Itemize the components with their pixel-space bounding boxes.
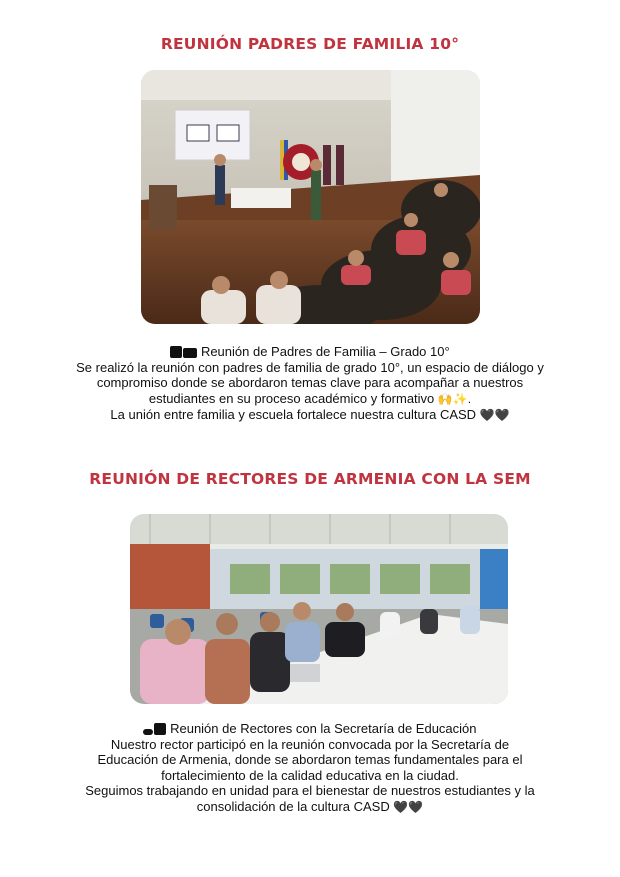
caption-rectores-line4: Seguimos trabajando en unidad para el bienestar de nuestros estudiantes y la [85, 783, 535, 798]
caption-padres-line1: Se realizó la reunión con padres de familia de grado 10°, un espacio de diálogo y [76, 359, 544, 375]
black-hearts-icon: 🖤🖤 [479, 408, 510, 422]
school-emoji-icon [154, 723, 166, 735]
handshake-emoji-icon [143, 729, 153, 735]
section-title-rectores: REUNIÓN DE RECTORES DE ARMENIA CON LA SEM [89, 470, 531, 488]
caption-rectores-line5: consolidación de la cultura CASD [196, 798, 390, 814]
section-title-padres: REUNIÓN PADRES DE FAMILIA 10° [160, 35, 460, 53]
caption-padres-heading: Reunión de Padres de Familia – Grado 10° [200, 344, 450, 359]
caption-padres-line3: estudiantes en su proceso académico y formativo [148, 390, 435, 406]
caption-padres-line4: La unión entre familia y escuela fortalece nuestra cultura CASD [110, 407, 477, 422]
raised-hands-sparkles-icon: 🙌✨. [437, 391, 472, 406]
family-emoji-icon [170, 346, 182, 358]
caption-rectores-line3: fortalecimiento de la calidad educativa en la ciudad. [161, 767, 459, 783]
caption-padres-line2: compromiso donde se abordaron temas clave para acompañar a nuestros [96, 375, 524, 390]
black-hearts-icon: 🖤🖤 [393, 799, 424, 814]
caption-rectores-heading: Reunión de Rectores con la Secretaría de Educación [170, 721, 477, 736]
caption-rectores [40, 721, 580, 815]
rectors-meeting-photo [130, 514, 508, 704]
family-emoji-icon-2 [183, 348, 197, 358]
auditorium-meeting-photo [141, 70, 480, 324]
caption-rectores-line1: Nuestro rector participó en la reunión convocada por la Secretaría de [110, 736, 510, 752]
caption-padres [40, 344, 580, 424]
caption-rectores-line2: Educación de Armenia, donde se abordaron temas fundamentales para el [97, 752, 523, 767]
